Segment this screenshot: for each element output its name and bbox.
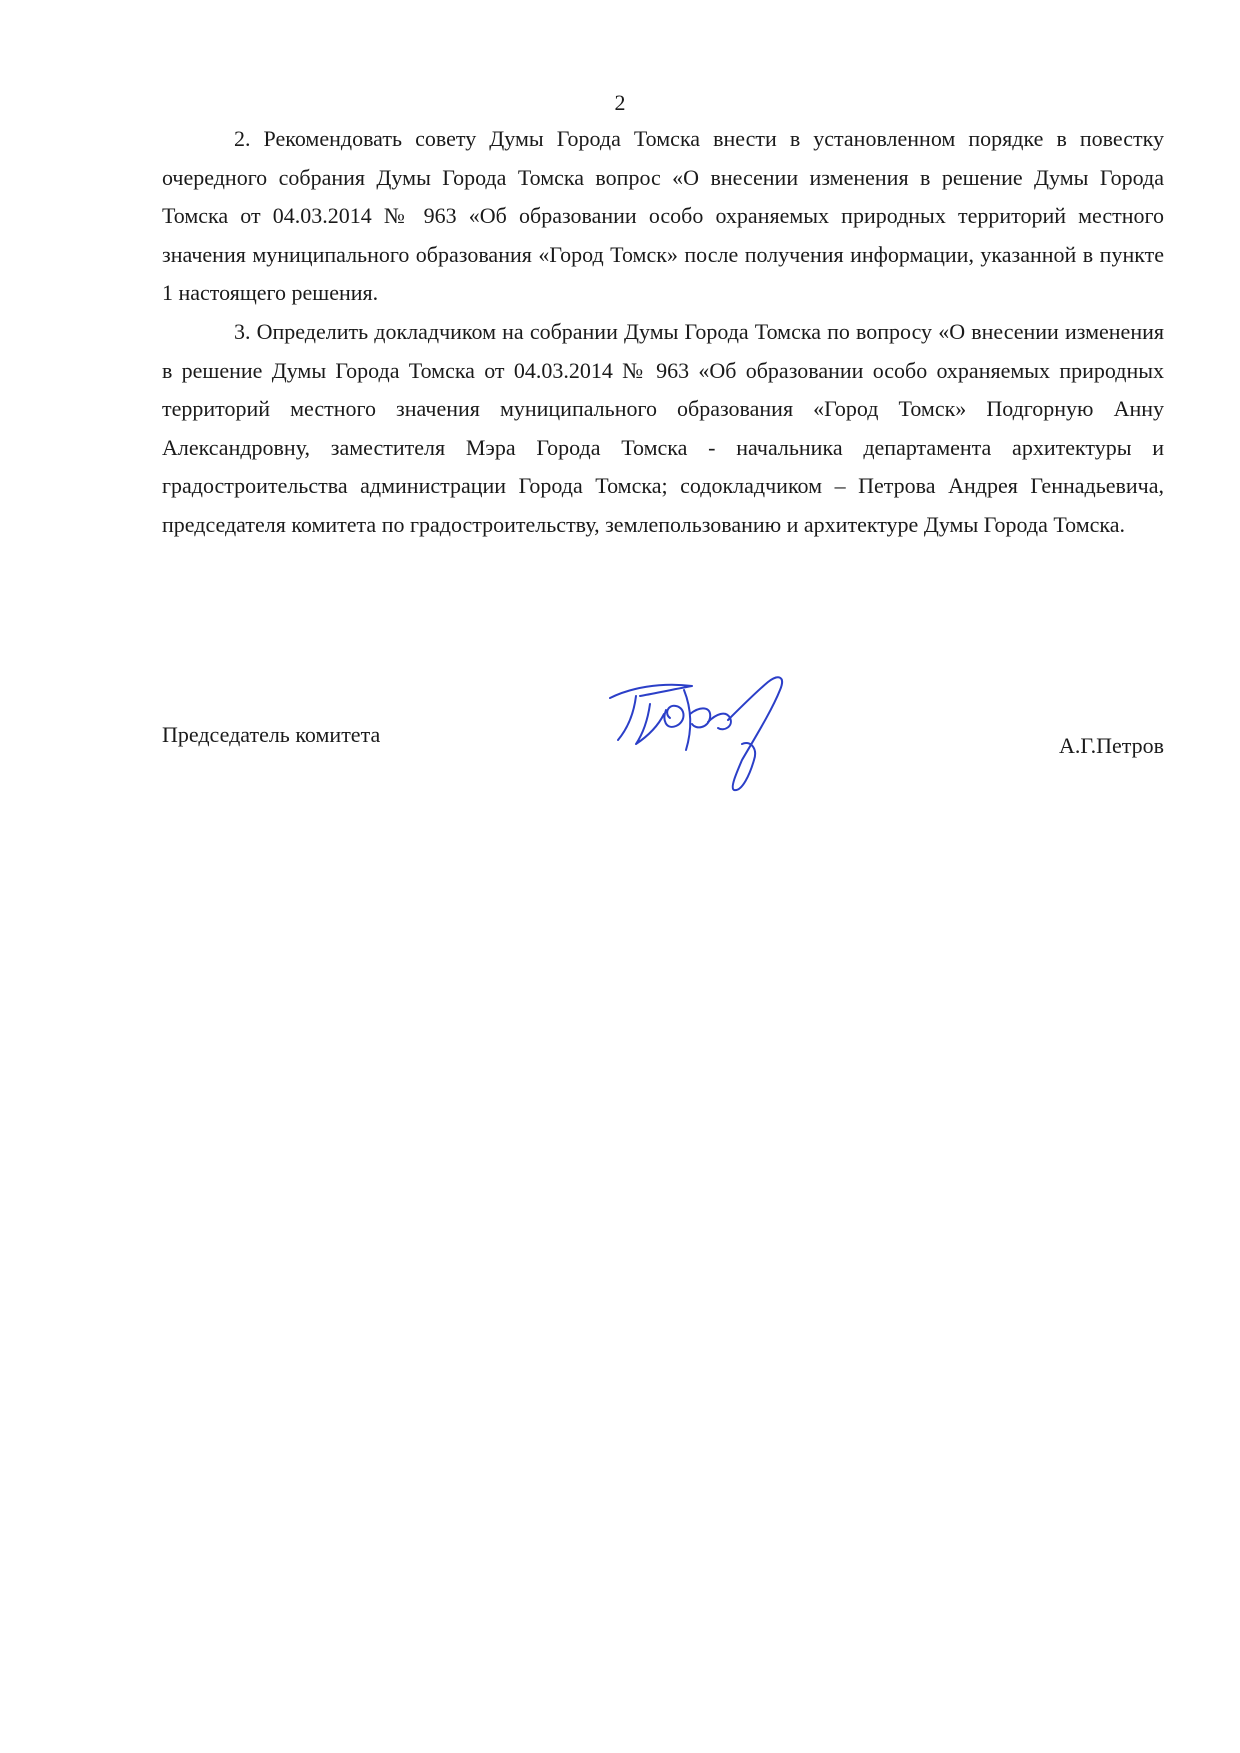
paragraph-2: 2. Рекомендовать совету Думы Города Томска внести в установленном порядке в повестку очередного собрания Думы Города Томска вопрос «О внесении изменения в решение Думы Города Томска от 04.03.2014 № 963 «Об образовании особо охраняемых природных территорий местного значения муниципального образования «Город Томск» после получения информации, указанной в пункте 1 настоящего решения. [162,126,1164,306]
paragraph-3: 3. Определить докладчиком на собрании Думы Города Томска по вопросу «О внесении изменения в решение Думы Города Томска от 04.03.2014 № 963 «Об образовании особо охраняемых природных территорий местного значения муниципального образования «Город Томск» Подгорную Анну Александровну, заместителя Мэра Города Томска - начальника департамента архитектуры и градостроительства администрации Города Томска; содокладчиком – Петрова Андрея Геннадьевича, председателя комитета по градостроительству, землепользованию и архитектуре Думы Города Томска. [162,318,1164,537]
page-number: 2 [614,90,626,115]
signatory-position: Председатель комитета [162,722,381,747]
handwritten-signature [600,670,820,800]
document-body [162,120,1164,545]
signatory-name: А.Г.Петров [1058,733,1164,758]
